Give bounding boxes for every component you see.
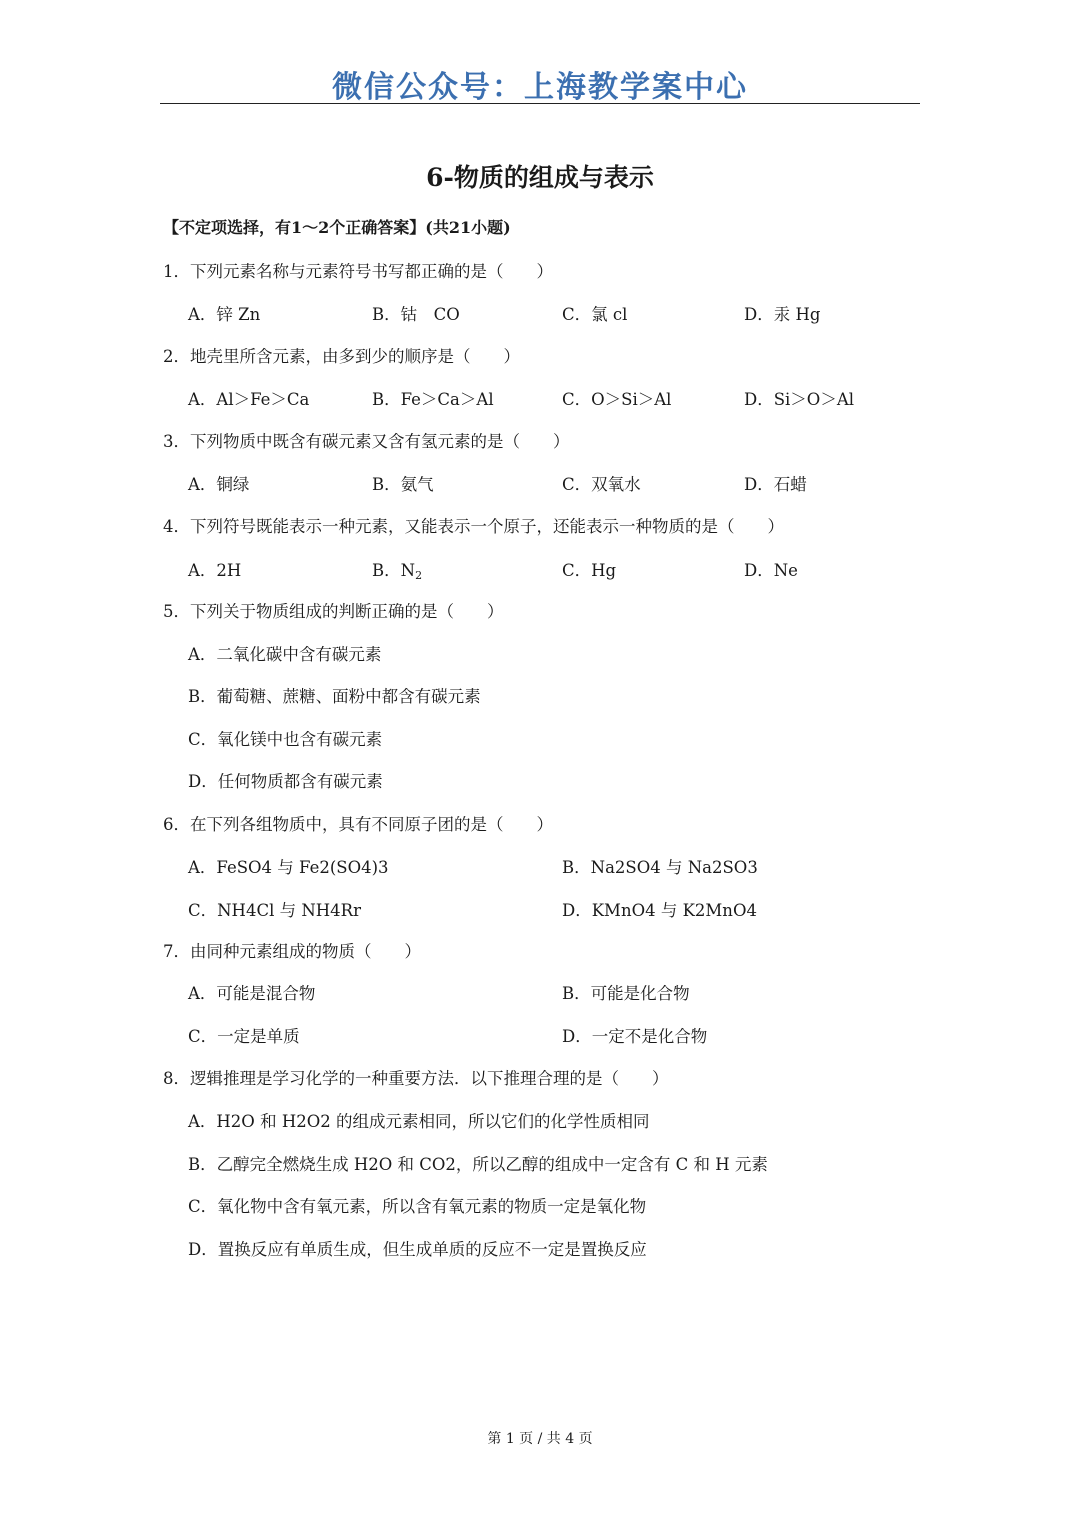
question-1-option-b: B．钴 CO bbox=[372, 305, 460, 324]
question-2-option-a: A．Al＞Fe＞Ca bbox=[188, 390, 310, 409]
question-6-option-a: A．FeSO4 与 Fe2(SO4)3 bbox=[188, 858, 389, 877]
question-stem-7: 7．由同种元素组成的物质（ ） bbox=[163, 942, 421, 961]
question-5-option-a: A．二氧化碳中含有碳元素 bbox=[188, 645, 382, 664]
question-stem-4: 4．下列符号既能表示一种元素，又能表示一个原子，还能表示一种物质的是（ ） bbox=[163, 517, 784, 536]
question-5-option-c: C．氧化镁中也含有碳元素 bbox=[188, 730, 383, 749]
question-3-option-c: C．双氧水 bbox=[562, 475, 641, 494]
question-6-option-d: D．KMnO4 与 K2MnO4 bbox=[562, 901, 757, 920]
question-stem-8: 8．逻辑推理是学习化学的一种重要方法．以下推理合理的是（ ） bbox=[163, 1069, 669, 1088]
question-stem-6: 6．在下列各组物质中，具有不同原子团的是（ ） bbox=[163, 815, 553, 834]
question-1-option-c: C．氯 cl bbox=[562, 305, 628, 324]
header-divider bbox=[160, 103, 920, 104]
question-8-option-b: B．乙醇完全燃烧生成 H2O 和 CO2，所以乙醇的组成中一定含有 C 和 H 元素 bbox=[188, 1155, 768, 1174]
question-2-option-c: C．O＞Si＞Al bbox=[562, 390, 672, 409]
question-5-option-b: B．葡萄糖、蔗糖、面粉中都含有碳元素 bbox=[188, 687, 481, 706]
question-3-option-d: D．石蜡 bbox=[744, 475, 807, 494]
question-stem-2: 2．地壳里所含元素，由多到少的顺序是（ ） bbox=[163, 347, 520, 366]
question-6-option-b: B．Na2SO4 与 Na2SO3 bbox=[562, 858, 758, 877]
question-stem-3: 3．下列物质中既含有碳元素又含有氢元素的是（ ） bbox=[163, 432, 570, 451]
question-stem-5: 5．下列关于物质组成的判断正确的是（ ） bbox=[163, 602, 504, 621]
page-number: 第 1 页 / 共 4 页 bbox=[487, 1431, 593, 1447]
question-8-option-a: A．H2O 和 H2O2 的组成元素相同，所以它们的化学性质相同 bbox=[188, 1112, 650, 1131]
question-3-option-b: B．氨气 bbox=[372, 475, 434, 494]
question-4-option-d: D．Ne bbox=[744, 561, 798, 580]
section-heading: 【不定项选择，有1～2个正确答案】(共21小题) bbox=[163, 218, 511, 237]
question-1-option-a: A．锌 Zn bbox=[188, 305, 261, 324]
header-title: 微信公众号：上海教学案中心 bbox=[332, 70, 748, 105]
question-8-option-d: D．置换反应有单质生成，但生成单质的反应不一定是置换反应 bbox=[188, 1240, 647, 1259]
question-4-option-a: A．2H bbox=[188, 561, 242, 580]
question-4-option-c: C．Hg bbox=[562, 561, 617, 580]
question-7-option-d: D．一定不是化合物 bbox=[562, 1027, 708, 1046]
question-7-option-b: B．可能是化合物 bbox=[562, 984, 690, 1003]
question-2-option-b: B．Fe＞Ca＞Al bbox=[372, 390, 494, 409]
question-7-option-a: A．可能是混合物 bbox=[188, 984, 316, 1003]
question-6-option-c: C．NH4Cl 与 NH4Rr bbox=[188, 901, 361, 920]
document-title: 6-物质的组成与表示 bbox=[426, 163, 654, 192]
question-stem-1: 1．下列元素名称与元素符号书写都正确的是（ ） bbox=[163, 262, 553, 281]
question-1-option-d: D．汞 Hg bbox=[744, 305, 821, 324]
question-5-option-d: D．任何物质都含有碳元素 bbox=[188, 772, 383, 791]
question-2-option-d: D．Si＞O＞Al bbox=[744, 390, 855, 409]
question-3-option-a: A．铜绿 bbox=[188, 475, 250, 494]
question-4-option-b: B．$N_2$ bbox=[372, 561, 423, 582]
question-7-option-c: C．一定是单质 bbox=[188, 1027, 300, 1046]
question-4-option-b-text: B．N bbox=[372, 561, 416, 580]
question-8-option-c: C．氧化物中含有氧元素，所以含有氧元素的物质一定是氧化物 bbox=[188, 1197, 647, 1216]
